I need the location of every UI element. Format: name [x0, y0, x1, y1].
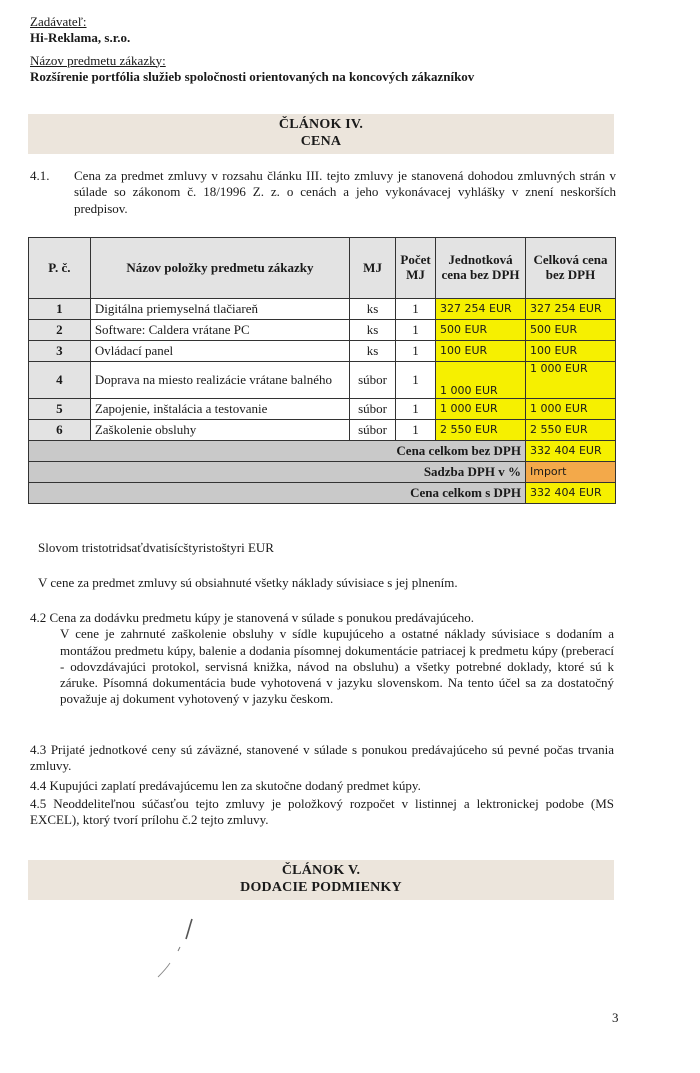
article-5-title: DODACIE PODMIENKY [240, 879, 402, 895]
row-mj: ks [350, 320, 396, 341]
table-header-row [29, 238, 616, 299]
price-includes-note: V cene za predmet zmluvy sú obsiahnuté všetky náklady súvisiace s jej plnením. [38, 575, 458, 590]
row-unit-price: 1 000 EUR [436, 399, 526, 420]
row-total-price: 500 EUR [525, 320, 615, 341]
row-total-price: 1 000 EUR [525, 399, 615, 420]
row-pc: 4 [29, 362, 91, 399]
row-count: 1 [396, 341, 436, 362]
row-count: 1 [396, 320, 436, 341]
row-mj: súbor [350, 399, 396, 420]
contracting-authority-value: Hi-Reklama, s.r.o. [30, 30, 131, 46]
section-4-1-number: 4.1. [30, 168, 50, 183]
row-mj: súbor [350, 362, 396, 399]
row-mj: ks [350, 341, 396, 362]
article-5-number: ČLÁNOK V. [281, 863, 361, 878]
total-without-vat-value: 332 404 EUR [525, 441, 615, 462]
vat-rate-value: Import [525, 462, 615, 483]
amount-in-words: Slovom tristotridsaťdvatisícštyristoštyri EUR [38, 540, 274, 555]
article-4-number: ČLÁNOK IV. [278, 117, 364, 132]
row-total-price: 327 254 EUR [525, 299, 615, 320]
row-mj: ks [350, 299, 396, 320]
row-unit-price: 1 000 EUR [436, 362, 526, 399]
summary-row-total-without-vat [29, 441, 616, 462]
row-unit-price: 100 EUR [436, 341, 526, 362]
page-number: 3 [612, 1010, 619, 1025]
header-count: Počet MJ [396, 238, 436, 299]
subject-value: Rozšírenie portfólia služieb spoločnosti orientovaných na koncových zákazníkov [30, 68, 475, 84]
table-row [29, 299, 616, 320]
table-row [29, 399, 616, 420]
total-with-vat-label: Cena celkom s DPH [29, 483, 526, 504]
table-row [29, 320, 616, 341]
row-unit-price: 327 254 EUR [436, 299, 526, 320]
row-count: 1 [396, 399, 436, 420]
row-name: Ovládací panel [90, 341, 349, 362]
row-unit-price: 500 EUR [436, 320, 526, 341]
section-4-5: 4.5 Neoddeliteľnou súčasťou tejto zmluvy je položkový rozpočet v listinnej a lektronickej podobe (MS EXCEL), ktorý tvorí prílohu č.2 tejto zmluvy. [30, 796, 614, 828]
row-name: Zapojenie, inštalácia a testovanie [90, 399, 349, 420]
section-4-2-body: V cene je zahrnuté zaškolenie obsluhy v sídle kupujúceho a ostatné náklady súvisiace s dodaním a montážou predmetu kúpy, balenie a dodania písomnej dokumentácie patriacej k predmetu kúpy (preberací - odovzdávajúci protokol, servisná knižka, návod na obsluhu) a všetky potrebné doklady, ktoré sú k záruke. Písomná dokumentácia bude vyhotovená v jazyku slovenskom. Na tento účel sa za dostatočný považuje aj dokument vyhotovený v jazyku českom. [60, 626, 614, 707]
row-total-price: 2 550 EUR [525, 420, 615, 441]
header-unit-price: Jednotková cena bez DPH [436, 238, 526, 299]
row-unit-price: 2 550 EUR [436, 420, 526, 441]
summary-row-vat-rate [29, 462, 616, 483]
header-pc: P. č. [29, 238, 91, 299]
subject-label: Názov predmetu zákazky: [30, 52, 166, 68]
row-name: Doprava na miesto realizácie vrátane balného [90, 362, 349, 399]
summary-row-total-with-vat [29, 483, 616, 504]
document-header [30, 14, 650, 91]
row-mj: súbor [350, 420, 396, 441]
row-pc: 1 [29, 299, 91, 320]
section-4-4: 4.4 Kupujúci zaplatí predávajúcemu len za skutočne dodaný predmet kúpy. [30, 778, 421, 793]
total-without-vat-label: Cena celkom bez DPH [29, 441, 526, 462]
section-4-3: 4.3 Prijaté jednotkové ceny sú záväzné, stanovené v súlade s ponukou predávajúceho sú pevné počas trvania zmluvy. [30, 742, 614, 774]
header-item-name: Názov položky predmetu zákazky [90, 238, 349, 299]
table-row [29, 362, 616, 399]
row-pc: 3 [29, 341, 91, 362]
row-total-price: 1 000 EUR [525, 362, 615, 399]
table-row [29, 420, 616, 441]
table-row [29, 341, 616, 362]
article-5-heading [28, 860, 614, 900]
section-4-2 [30, 610, 614, 708]
vat-rate-label: Sadzba DPH v % [29, 462, 526, 483]
row-pc: 2 [29, 320, 91, 341]
row-name: Zaškolenie obsluhy [90, 420, 349, 441]
row-count: 1 [396, 299, 436, 320]
header-mj: MJ [350, 238, 396, 299]
row-pc: 6 [29, 420, 91, 441]
row-count: 1 [396, 420, 436, 441]
header-total-price: Celková cena bez DPH [525, 238, 615, 299]
signature-mark [150, 915, 210, 985]
article-4-heading [28, 114, 614, 154]
section-4-1-text: Cena za predmet zmluvy v rozsahu článku III. tejto zmluvy je stanovená dohodou zmluvných strán v súlade so zákonom č. 18/1996 Z. z. o cenách a jeho vykonávacej vyhlášky v znení neskorších predpisov. [74, 168, 616, 216]
row-count: 1 [396, 362, 436, 399]
pricing-table [28, 237, 616, 504]
row-name: Software: Caldera vrátane PC [90, 320, 349, 341]
row-total-price: 100 EUR [525, 341, 615, 362]
section-4-2-first-line: 4.2 Cena za dodávku predmetu kúpy je stanovená v súlade s ponukou predávajúceho. [30, 610, 475, 625]
row-pc: 5 [29, 399, 91, 420]
total-with-vat-value: 332 404 EUR [525, 483, 615, 504]
article-4-title: CENA [300, 133, 342, 149]
row-name: Digitálna priemyselná tlačiareň [90, 299, 349, 320]
contracting-authority-label: Zadávateľ: [30, 14, 87, 29]
section-4-1 [30, 168, 616, 217]
